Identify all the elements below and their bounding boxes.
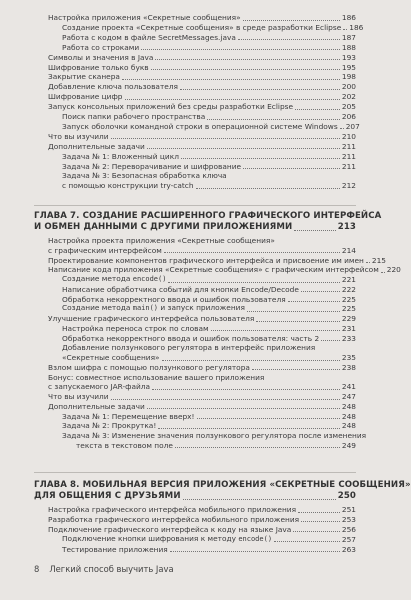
toc-entry-title: Задача № 2: Прокрутка! xyxy=(62,421,157,431)
toc-entry-page: 212 xyxy=(341,181,356,191)
chapter-8-title-line2: ДЛЯ ОБЩЕНИЯ С ДРУЗЬЯМИ xyxy=(34,491,181,501)
toc-entry-page: 249 xyxy=(341,440,356,450)
dot-leader xyxy=(155,59,339,60)
toc-entry-page: 211 xyxy=(341,141,356,151)
dot-leader xyxy=(175,447,340,448)
toc-entry-title: Шифрование цифр xyxy=(48,92,123,102)
toc-entry xyxy=(62,421,356,431)
toc-entry-page: 221 xyxy=(341,275,356,284)
toc-entry xyxy=(62,334,356,344)
toc-entry-title: с графическим интерфейсом xyxy=(48,245,162,255)
dot-leader xyxy=(168,282,339,283)
toc-entry xyxy=(48,373,356,383)
toc-entry-page: 248 xyxy=(341,421,356,431)
toc-entry-title: Настройка переноса строк по словам xyxy=(62,323,209,333)
dot-leader xyxy=(238,39,340,40)
toc-entry-page: 253 xyxy=(341,514,356,524)
toc-entry-title: Дополнительные задачи xyxy=(48,401,145,411)
dot-leader xyxy=(181,158,340,159)
toc-entry-title: Взлом шифра с помощью ползункового регулятора xyxy=(48,362,250,372)
toc-entry-title: Задача № 1: Перемещение вверх! xyxy=(62,411,195,421)
toc-entry xyxy=(62,275,356,285)
footer-page-number: 8 xyxy=(34,564,40,574)
dot-leader xyxy=(152,389,340,390)
toc-entry-page: 248 xyxy=(341,401,356,411)
toc-entry-title: Шифрование только букв xyxy=(48,62,149,72)
page-footer xyxy=(34,564,174,574)
dot-leader xyxy=(340,128,344,129)
chapter-8-page: 250 xyxy=(337,491,356,501)
toc-entry xyxy=(48,392,356,402)
toc-entry-title: Настройка проекта приложения «Секретные сообщения» xyxy=(48,236,275,245)
toc-entry-page: 186 xyxy=(349,22,364,32)
toc-entry xyxy=(48,505,356,515)
toc-entry xyxy=(48,53,356,63)
toc-entry xyxy=(62,304,356,314)
toc-entry xyxy=(62,545,356,555)
toc-entry xyxy=(62,535,356,545)
toc-entry-page: 231 xyxy=(341,323,356,333)
chapter-8-title-line1: ГЛАВА 8. МОБИЛЬНАЯ ВЕРСИЯ ПРИЛОЖЕНИЯ «СЕКРЕТНЫЕ СООБЩЕНИЯ» xyxy=(34,480,411,490)
dot-leader xyxy=(147,148,340,149)
toc-entry-title: Проектирование компонентов графического интерфейса и присвоение им имен xyxy=(48,255,364,265)
toc-entry xyxy=(48,82,356,92)
toc-entry-page: 215 xyxy=(371,255,387,265)
dot-leader xyxy=(197,418,340,419)
toc-entry-title: Добавление ползункового регулятора в интерфейс приложения xyxy=(62,343,316,353)
dot-leader xyxy=(162,360,340,361)
dot-leader xyxy=(343,29,347,30)
toc-entry-title: Настройка приложения «Секретные сообщения» xyxy=(48,13,241,22)
toc-entry xyxy=(62,431,367,441)
toc-entry xyxy=(62,412,356,422)
dot-leader xyxy=(288,301,340,302)
dot-leader xyxy=(147,408,340,409)
dot-leader xyxy=(274,541,340,542)
chapter-7-heading xyxy=(34,211,382,233)
dot-leader xyxy=(252,369,340,370)
toc-entry-page: 205 xyxy=(341,102,356,112)
toc-entry-title: Подключение графического интерфейса к коду на языке Java xyxy=(48,524,292,534)
dot-leader xyxy=(366,262,370,263)
toc-entry xyxy=(48,363,356,373)
toc-entry-page: 198 xyxy=(341,72,356,82)
dot-leader xyxy=(256,321,340,322)
toc-entry-title: Символы и значения в Java xyxy=(48,52,154,62)
divider xyxy=(34,472,356,473)
toc-entry-title: Закрытие сканера xyxy=(48,72,120,82)
toc-entry xyxy=(48,515,356,525)
toc-entry xyxy=(48,142,356,152)
dot-leader xyxy=(196,188,340,189)
toc-entry xyxy=(48,72,356,82)
toc-entry-title: «Секретные сообщения» xyxy=(62,353,160,362)
dot-leader xyxy=(243,20,340,21)
toc-entry-page: 193 xyxy=(341,52,356,62)
toc-entry-page: 247 xyxy=(341,392,356,401)
dot-leader xyxy=(207,119,340,120)
toc-entry-title: Задача № 1: Вложенный цикл xyxy=(62,151,179,161)
toc-entry-title: Разработка графического интерфейса мобильного приложения xyxy=(48,514,300,524)
toc-entry-title: текста в текстовом поле xyxy=(76,440,173,450)
toc-entry xyxy=(62,353,356,363)
toc-entry-title: Задача № 3: Безопасная обработка ключа xyxy=(62,171,227,181)
toc-entry-title: Запуск консольных приложений без среды разработки Eclipse xyxy=(48,102,294,112)
toc-entry-page: 210 xyxy=(341,131,356,141)
dot-leader xyxy=(295,109,340,110)
toc-entry-title: Задача № 2: Переворачивание и шифрование xyxy=(62,161,242,171)
toc-entry xyxy=(48,63,356,73)
dot-leader xyxy=(301,521,340,522)
toc-entry xyxy=(48,246,356,256)
dot-leader xyxy=(158,428,340,429)
toc-entry-page: 256 xyxy=(341,524,356,534)
toc-entry-title: Добавление ключа пользователя xyxy=(48,82,178,92)
toc-entry xyxy=(62,181,356,191)
toc-entry-title: Задача № 3: Изменение значения ползункового регулятора после изменения xyxy=(62,431,367,440)
dot-leader xyxy=(141,49,340,50)
toc-entry xyxy=(62,285,356,295)
toc-entry-title: с запускаемого JAR-файла xyxy=(48,382,151,392)
toc-entry-title: с помощью конструкции try-catch xyxy=(62,181,194,191)
toc-entry xyxy=(62,152,356,162)
toc-entry xyxy=(62,343,356,353)
toc-entry-title: Обработка некорректного ввода и ошибок пользователя: часть 2 xyxy=(62,333,320,343)
dot-leader xyxy=(170,551,340,552)
toc-entry-title: Дополнительные задачи xyxy=(48,141,145,151)
toc-entry-title: Бонус: совместное использование вашего приложения xyxy=(48,372,265,382)
dot-leader xyxy=(122,79,340,80)
toc-entry-page: 200 xyxy=(341,82,356,92)
toc-entry-title: Что вы изучили xyxy=(48,392,109,401)
toc-entry-title: Создание проекта «Секретные сообщения» в среде разработки Eclipse xyxy=(62,22,342,32)
toc-entry-page: 188 xyxy=(341,42,356,52)
toc-entry-page: 233 xyxy=(341,333,356,343)
toc-entry-page: 238 xyxy=(341,362,356,372)
toc-entry-title: Создание метода main() и запуск приложения xyxy=(62,303,245,313)
toc-entry-title: Обработка некорректного ввода и ошибок пользователя xyxy=(62,294,286,304)
toc-entry-page: 257 xyxy=(341,534,356,544)
toc-entry xyxy=(62,112,356,122)
toc-entry-title: Поиск папки рабочего пространства xyxy=(62,112,206,121)
toc-entry-title: Что вы изучили xyxy=(48,131,109,141)
toc-entry-title: Работа с кодом в файле SecretMessages.java xyxy=(62,32,236,42)
divider xyxy=(34,205,356,206)
toc-entry-page: 206 xyxy=(341,112,356,121)
dot-leader xyxy=(211,330,340,331)
dot-leader xyxy=(247,311,340,312)
toc-entry xyxy=(76,441,356,451)
toc-entry-page: 202 xyxy=(341,92,356,102)
toc-entry-page: 207 xyxy=(345,121,360,131)
toc-entry-page: 229 xyxy=(341,314,356,323)
toc-entry-page: 222 xyxy=(341,284,356,294)
chapter-7-title-line2: И ОБМЕН ДАННЫМИ С ДРУГИМИ ПРИЛОЖЕНИЯМИ xyxy=(34,222,293,232)
dot-leader xyxy=(301,291,340,292)
toc-entry-title: Работа со строками xyxy=(62,42,140,52)
dot-leader xyxy=(298,512,340,513)
toc-entry-page: 211 xyxy=(341,151,356,161)
toc-entry-title: Создание метода encode() xyxy=(62,274,167,283)
toc-entry xyxy=(48,92,356,102)
chapter-8-heading xyxy=(34,480,411,502)
dot-leader xyxy=(321,340,340,341)
footer-book-title: Легкий способ выучить Java xyxy=(49,564,174,574)
toc-entry-page: 214 xyxy=(341,245,356,255)
toc-entry-page: 186 xyxy=(341,13,356,22)
toc-entry xyxy=(62,121,360,132)
toc-entry-title: Написание кода приложения «Секретные сообщения» с графическим интерфейсом xyxy=(48,265,379,275)
toc-entry-title: Настройка графического интерфейса мобильного приложения xyxy=(48,505,297,514)
dot-leader xyxy=(151,69,340,70)
toc-entry-page: 241 xyxy=(341,382,356,392)
toc-entry xyxy=(62,43,356,53)
dot-leader xyxy=(293,531,340,532)
toc-entry xyxy=(48,132,356,142)
toc-entry xyxy=(62,171,356,181)
toc-entry xyxy=(62,22,364,33)
dot-leader xyxy=(164,252,340,253)
toc-entry xyxy=(48,382,356,392)
toc-entry-page: 211 xyxy=(341,161,356,171)
toc-entry xyxy=(48,255,387,266)
dot-leader xyxy=(111,138,340,139)
toc-entry-title: Тестирование приложения xyxy=(62,544,168,554)
toc-entry xyxy=(48,314,356,324)
toc-entry-page: 187 xyxy=(341,32,356,42)
toc-entry xyxy=(48,236,356,246)
toc-entry-title: Улучшение графического интерфейса пользователя xyxy=(48,314,255,323)
dot-leader xyxy=(243,168,340,169)
toc-entry xyxy=(62,162,356,172)
toc-entry-page: 225 xyxy=(341,294,356,304)
toc-entry-page: 248 xyxy=(341,411,356,421)
toc-entry-page: 220 xyxy=(386,265,401,275)
toc-entry xyxy=(62,33,356,43)
toc-entry xyxy=(62,324,356,334)
toc-entry-page: 251 xyxy=(341,505,356,514)
toc-entry-title: Написание обработчика событий для кнопки Encode/Decode xyxy=(62,284,299,294)
toc-entry xyxy=(48,13,356,23)
toc-entry-page: 195 xyxy=(341,62,356,72)
toc-entry-page: 263 xyxy=(341,544,356,554)
toc-entry xyxy=(48,102,356,112)
toc-entry-title: Запуск оболочки командной строки в операционной системе Windows xyxy=(62,121,338,131)
toc-entry-title: Подключение кнопки шифрования к методу encode() xyxy=(62,533,273,543)
dot-leader xyxy=(125,99,340,100)
dot-leader xyxy=(381,272,385,273)
chapter-7-title-line1: ГЛАВА 7. СОЗДАНИЕ РАСШИРЕННОГО ГРАФИЧЕСКОГО ИНТЕРФЕЙСА xyxy=(34,211,382,221)
chapter-7-page: 213 xyxy=(337,222,356,232)
toc-entry xyxy=(48,402,356,412)
dot-leader xyxy=(180,89,340,90)
toc-entry-page: 235 xyxy=(341,353,356,362)
toc-entry-page: 225 xyxy=(341,304,356,314)
dot-leader xyxy=(111,399,340,400)
